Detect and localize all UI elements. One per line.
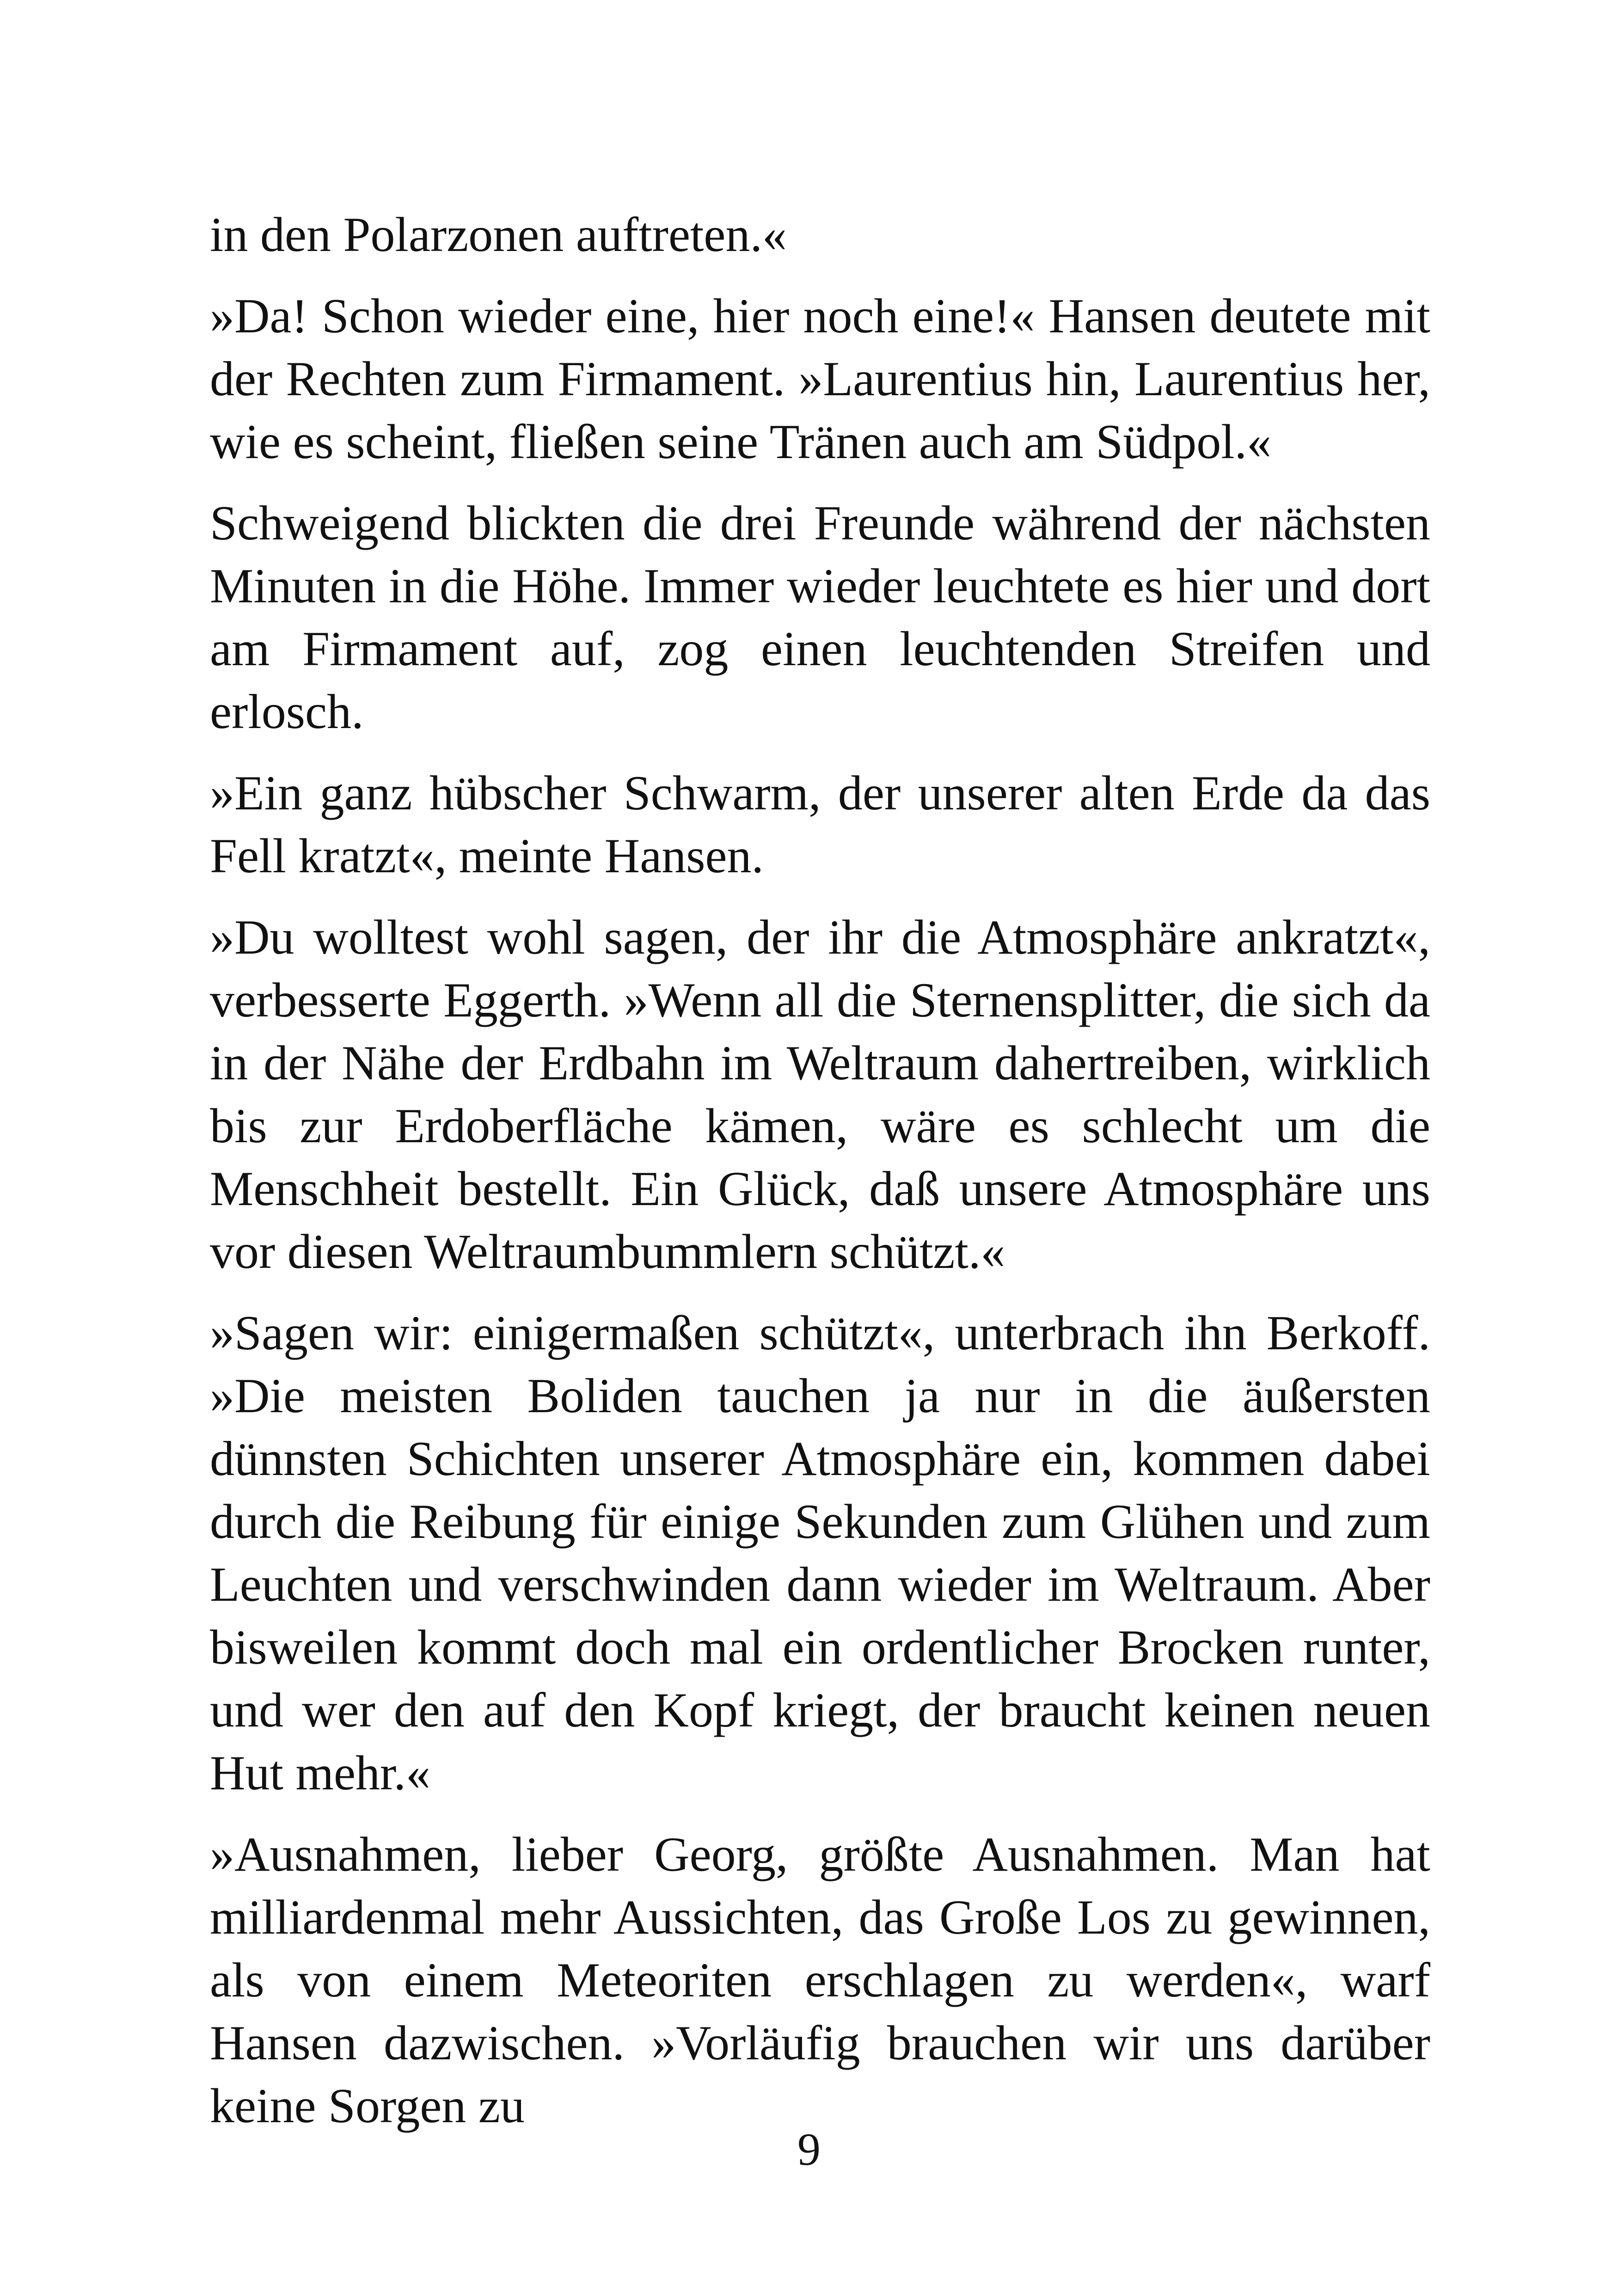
paragraph-1: in den Polarzonen auftreten.« <box>210 208 787 262</box>
paragraph-6: »Sagen wir: einigermaßen schützt«, unterbrach ihn Berkoff. »Die meisten Boliden tauchen ja nur in die äußersten dünnsten Schichten unserer Atmosphäre ein, kommen dabei durch die Reibung für einige Sekunden zum Glühen und zum Leuchten und verschwinden dann wieder im Weltraum. Aber bisweilen kommt doch mal ein ordentlicher Brocken runter, und wer den auf den Kopf kriegt, der braucht keinen neuen Hut mehr.« <box>210 1306 1430 1800</box>
paragraph-4: »Ein ganz hübscher Schwarm, der unserer alten Erde da das Fell kratzt«, meinte Hansen. <box>210 766 1430 883</box>
paragraph-3: Schweigend blickten die drei Freunde während der nächsten Minuten in die Höhe. Immer wieder leuchtete es hier und dort am Firmament auf, zog einen leuchtenden Streifen und erlosch. <box>210 496 1430 739</box>
paragraph-7: »Ausnahmen, lieber Georg, größte Ausnahmen. Man hat milliardenmal mehr Aussichten, das Große Los zu gewinnen, als von einem Meteoriten erschlagen zu werden«, warf Hansen dazwischen. »Vorläufig brauchen wir uns darüber keine Sorgen zu <box>210 1827 1430 2133</box>
paragraph-5: »Du wolltest wohl sagen, der ihr die Atmosphäre ankratzt«, verbesserte Eggerth. »Wenn all die Sternensplitter, die sich da in der Nähe der Erdbahn im Weltraum dahertreiben, wirklich bis zur Erdoberfläche kämen, wäre es schlecht um die Menschheit bestellt. Ein Glück, daß unsere Atmosphäre uns vor diesen Weltraumbummlern schützt.« <box>210 910 1430 1279</box>
page-body <box>210 203 1430 2156</box>
paragraph-2: »Da! Schon wieder eine, hier noch eine!« Hansen deutete mit der Rechten zum Firmament. »Laurentius hin, Laurentius her, wie es scheint, fließen seine Tränen auch am Südpol.« <box>210 289 1430 469</box>
page-number: 9 <box>797 2124 821 2175</box>
